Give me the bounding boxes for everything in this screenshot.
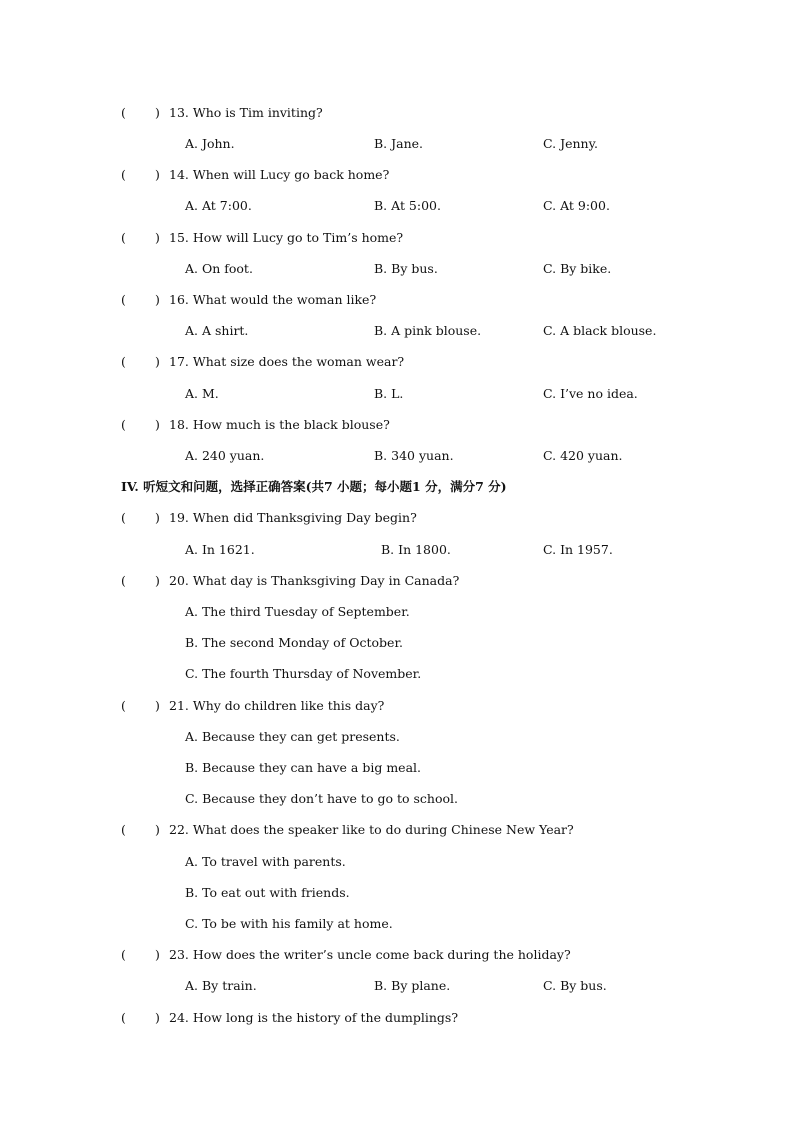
option-a: A. By train. xyxy=(185,978,257,993)
answer-bracket-open: ( xyxy=(121,105,126,120)
option-b: B. In 1800. xyxy=(381,542,451,557)
question-20 xyxy=(0,572,794,590)
option-c: C. Because they don’t have to go to school. xyxy=(185,791,458,806)
option-21-c xyxy=(0,790,794,808)
question-15 xyxy=(0,229,794,247)
option-21-a xyxy=(0,728,794,746)
question-14 xyxy=(0,166,794,184)
answer-bracket-close: ) xyxy=(155,947,160,962)
option-c: C. A black blouse. xyxy=(543,323,657,338)
option-b: B. 340 yuan. xyxy=(374,448,454,463)
question-17 xyxy=(0,353,794,371)
answer-bracket-open: ( xyxy=(121,573,126,588)
question-text: 23. How does the writer’s uncle come back during the holiday? xyxy=(169,947,571,962)
option-21-b xyxy=(0,759,794,777)
question-text: 21. Why do children like this day? xyxy=(169,698,385,713)
answer-bracket-close: ) xyxy=(155,417,160,432)
option-a: A. In 1621. xyxy=(185,542,255,557)
option-b: B. The second Monday of October. xyxy=(185,635,404,650)
question-text: 20. What day is Thanksgiving Day in Canada? xyxy=(169,573,460,588)
answer-bracket-close: ) xyxy=(155,230,160,245)
section-4-heading xyxy=(0,478,794,496)
option-a: A. Because they can get presents. xyxy=(185,729,400,744)
option-a: A. A shirt. xyxy=(185,323,249,338)
question-21 xyxy=(0,697,794,715)
options-17 xyxy=(0,385,794,403)
options-18 xyxy=(0,447,794,465)
question-text: 13. Who is Tim inviting? xyxy=(169,105,323,120)
answer-bracket-close: ) xyxy=(155,105,160,120)
options-16 xyxy=(0,322,794,340)
option-c: C. At 9:00. xyxy=(543,198,610,213)
answer-bracket-close: ) xyxy=(155,698,160,713)
answer-bracket-open: ( xyxy=(121,292,126,307)
option-c: C. By bike. xyxy=(543,261,612,276)
question-16 xyxy=(0,291,794,309)
option-c: C. The fourth Thursday of November. xyxy=(185,666,422,681)
answer-bracket-close: ) xyxy=(155,1010,160,1025)
section-title: IV. 听短文和问题，选择正确答案(共7 小题；每小题1 分，满分7 分) xyxy=(121,479,507,494)
answer-bracket-open: ( xyxy=(121,230,126,245)
option-a: A. At 7:00. xyxy=(185,198,252,213)
option-a: A. M. xyxy=(185,386,219,401)
option-b: B. Jane. xyxy=(374,136,424,151)
answer-bracket-open: ( xyxy=(121,354,126,369)
question-22 xyxy=(0,821,794,839)
option-b: B. L. xyxy=(374,386,404,401)
option-20-a xyxy=(0,603,794,621)
question-text: 16. What would the woman like? xyxy=(169,292,377,307)
option-b: B. By plane. xyxy=(374,978,451,993)
option-b: B. Because they can have a big meal. xyxy=(185,760,421,775)
option-a: A. John. xyxy=(185,136,235,151)
answer-bracket-open: ( xyxy=(121,417,126,432)
option-22-a xyxy=(0,853,794,871)
question-text: 14. When will Lucy go back home? xyxy=(169,167,390,182)
option-c: C. In 1957. xyxy=(543,542,613,557)
answer-bracket-open: ( xyxy=(121,1010,126,1025)
option-22-b xyxy=(0,884,794,902)
option-20-c xyxy=(0,665,794,683)
options-14 xyxy=(0,197,794,215)
answer-bracket-close: ) xyxy=(155,822,160,837)
option-a: A. 240 yuan. xyxy=(185,448,265,463)
option-22-c xyxy=(0,915,794,933)
option-a: A. On foot. xyxy=(185,261,253,276)
option-b: B. By bus. xyxy=(374,261,438,276)
question-text: 17. What size does the woman wear? xyxy=(169,354,405,369)
answer-bracket-close: ) xyxy=(155,573,160,588)
question-text: 18. How much is the black blouse? xyxy=(169,417,390,432)
question-text: 19. When did Thanksgiving Day begin? xyxy=(169,510,417,525)
option-c: C. To be with his family at home. xyxy=(185,916,393,931)
answer-bracket-open: ( xyxy=(121,698,126,713)
option-c: C. 420 yuan. xyxy=(543,448,623,463)
question-text: 24. How long is the history of the dumplings? xyxy=(169,1010,459,1025)
option-c: C. I’ve no idea. xyxy=(543,386,638,401)
option-20-b xyxy=(0,634,794,652)
question-text: 22. What does the speaker like to do during Chinese New Year? xyxy=(169,822,574,837)
options-13 xyxy=(0,135,794,153)
options-15 xyxy=(0,260,794,278)
answer-bracket-open: ( xyxy=(121,510,126,525)
option-c: C. By bus. xyxy=(543,978,607,993)
option-a: A. The third Tuesday of September. xyxy=(185,604,410,619)
options-19 xyxy=(0,541,794,559)
answer-bracket-close: ) xyxy=(155,354,160,369)
answer-bracket-close: ) xyxy=(155,167,160,182)
question-24 xyxy=(0,1009,794,1027)
question-13 xyxy=(0,104,794,122)
option-b: B. To eat out with friends. xyxy=(185,885,350,900)
answer-bracket-close: ) xyxy=(155,292,160,307)
answer-bracket-open: ( xyxy=(121,167,126,182)
question-23 xyxy=(0,946,794,964)
options-23 xyxy=(0,977,794,995)
answer-bracket-close: ) xyxy=(155,510,160,525)
question-text: 15. How will Lucy go to Tim’s home? xyxy=(169,230,404,245)
answer-bracket-open: ( xyxy=(121,947,126,962)
option-c: C. Jenny. xyxy=(543,136,598,151)
option-b: B. A pink blouse. xyxy=(374,323,482,338)
question-18 xyxy=(0,416,794,434)
answer-bracket-open: ( xyxy=(121,822,126,837)
question-19 xyxy=(0,509,794,527)
option-b: B. At 5:00. xyxy=(374,198,441,213)
option-a: A. To travel with parents. xyxy=(185,854,346,869)
